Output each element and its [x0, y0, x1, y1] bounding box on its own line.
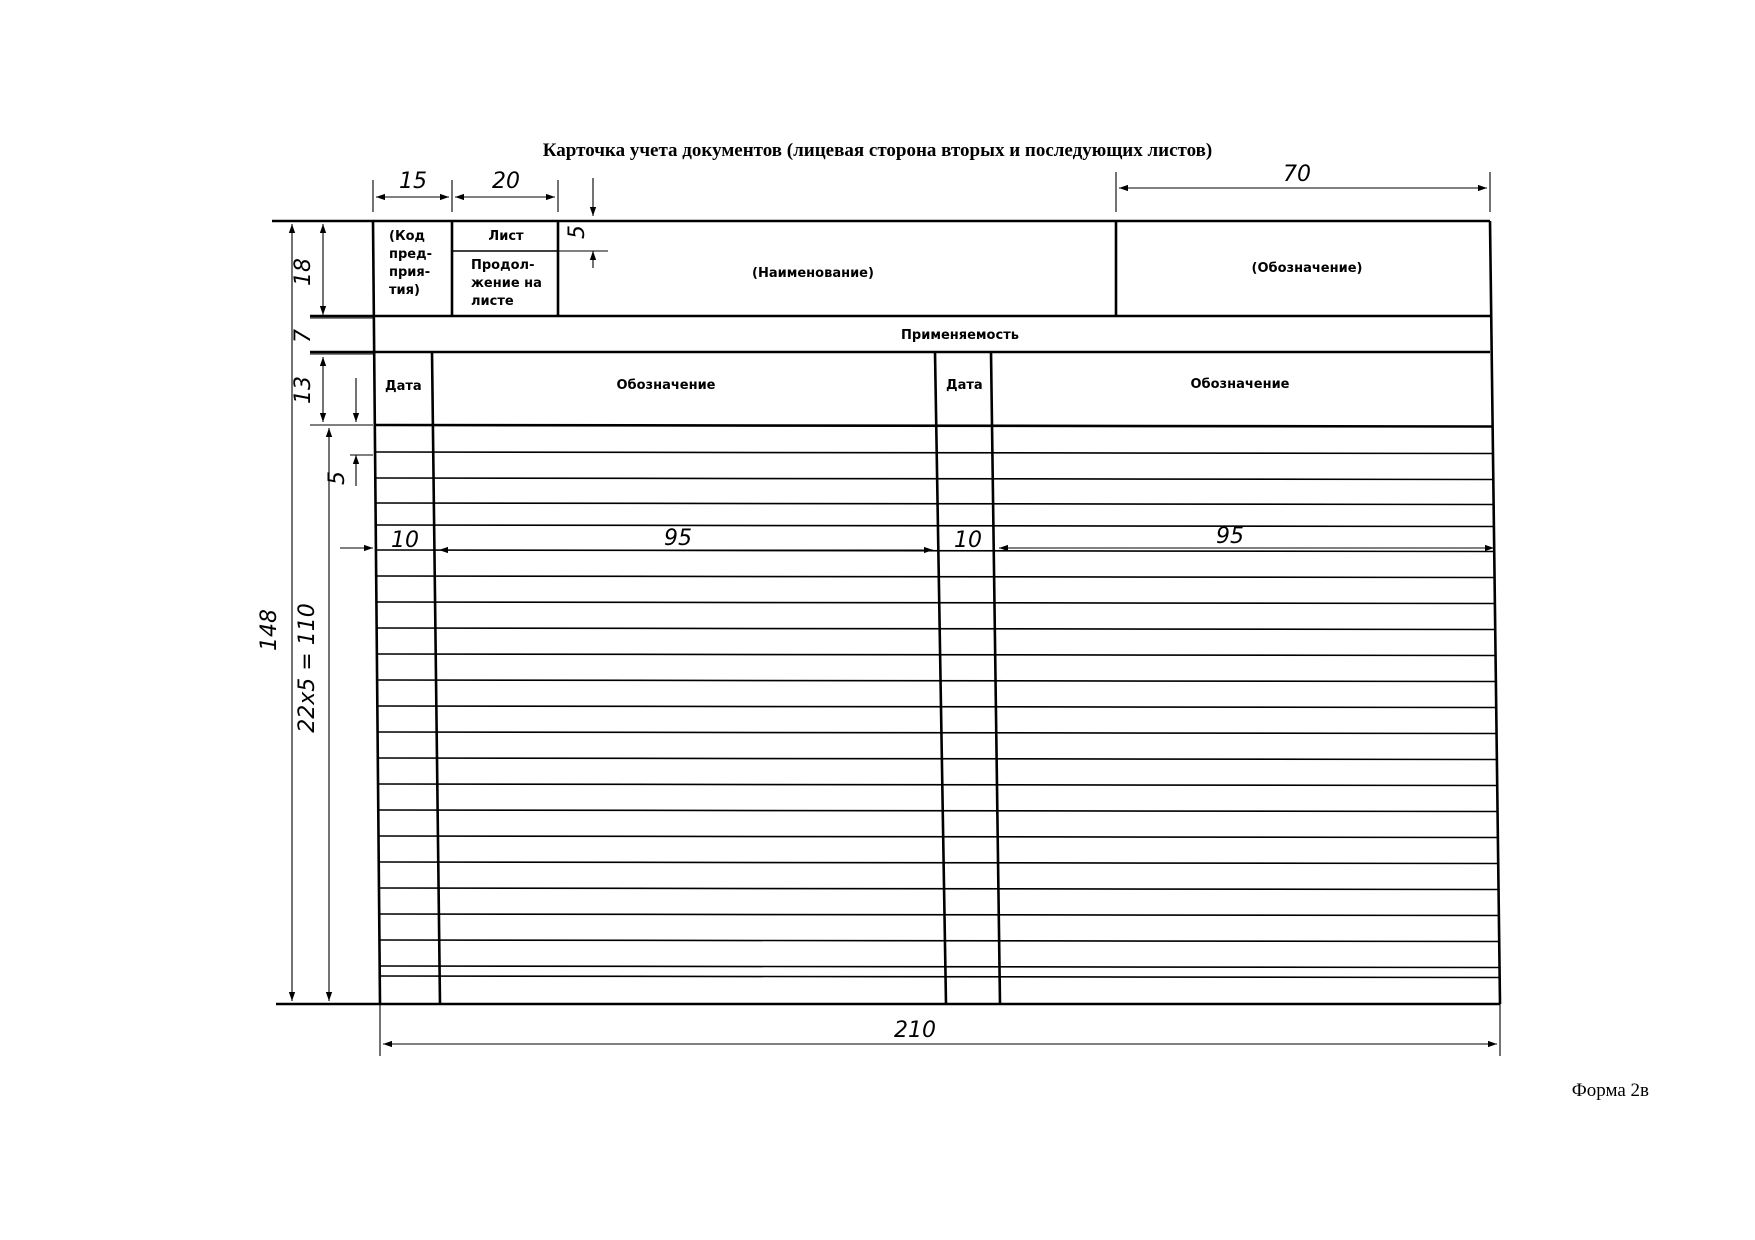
data-right-label: Дата — [946, 378, 983, 393]
dimension-label-18: 18 — [291, 258, 316, 286]
dimension-label-95-left: 95 — [664, 526, 692, 551]
row-line — [379, 836, 1498, 838]
list-label: Лист — [488, 229, 524, 244]
dimension-label-5-top: 5 — [565, 225, 590, 239]
row-line — [376, 602, 1495, 604]
row-line — [380, 976, 1500, 978]
oboznachenie-right-label: Обозначение — [1190, 377, 1290, 392]
dimension-110 — [295, 428, 329, 1001]
prodolzhenie-line-2: жение на — [471, 276, 542, 291]
row-line — [375, 452, 1493, 454]
row-line — [376, 576, 1494, 578]
kod-line-3: прия- — [389, 265, 431, 280]
row-line — [378, 732, 1497, 734]
row-line — [375, 478, 1493, 480]
kod-line-4: тия) — [389, 283, 420, 298]
dimension-label-7: 7 — [291, 329, 316, 343]
dimension-70 — [1116, 162, 1490, 212]
row-line — [375, 425, 1493, 427]
dimension-label-10-left: 10 — [391, 528, 419, 553]
row-line — [377, 654, 1496, 656]
dimension-label-148: 148 — [257, 609, 282, 651]
dimension-label-20: 20 — [492, 169, 520, 194]
dimension-label-95-right: 95 — [1216, 524, 1244, 549]
prodolzhenie-line-1: Продол- — [471, 258, 535, 273]
dimension-18 — [291, 224, 323, 315]
kod-line-2: пред- — [389, 247, 432, 262]
dimension-label-5-row: 5 — [325, 471, 350, 485]
kod-predpriyatiya-cell — [389, 229, 432, 298]
dimension-5-top — [558, 178, 608, 268]
row-line — [376, 503, 1494, 505]
row-line — [377, 680, 1496, 682]
naimenovanie-label: (Наименование) — [752, 266, 874, 281]
data-left-label: Дата — [385, 379, 422, 394]
document-title: Карточка учета документов (лицевая сторона вторых и последующих листов) — [542, 140, 1213, 161]
row-line — [380, 966, 1500, 968]
dimension-210 — [380, 1004, 1500, 1056]
column-separators — [432, 352, 1000, 1004]
row-line — [378, 758, 1497, 760]
oboznachenie-left-label: Обозначение — [616, 378, 716, 393]
dimension-7 — [291, 318, 373, 343]
row-line — [378, 810, 1497, 812]
dimension-label-110: 22x5 = 110 — [295, 603, 320, 733]
row-line — [377, 706, 1496, 708]
row-line — [379, 862, 1499, 864]
row-line — [377, 628, 1496, 630]
row-line — [379, 914, 1499, 916]
dimension-5-row — [325, 378, 373, 486]
primenyaemost-label: Применяемость — [901, 328, 1019, 343]
dimension-13 — [291, 354, 373, 425]
form-number: Форма 2в — [1571, 1080, 1649, 1101]
prodolzhenie-cell — [471, 258, 542, 309]
oboznachenie-header-label: (Обозначение) — [1251, 261, 1363, 276]
row-line — [379, 888, 1499, 890]
row-line — [379, 940, 1499, 942]
row-line — [376, 525, 1494, 527]
column-dimensions — [391, 524, 1494, 553]
dimension-label-210: 210 — [894, 1018, 936, 1043]
row-line — [378, 784, 1497, 786]
dimension-label-70: 70 — [1283, 162, 1311, 187]
dimension-label-10-right: 10 — [954, 528, 982, 553]
dimension-label-13: 13 — [291, 376, 316, 404]
card-frame — [272, 221, 1500, 1004]
kod-line-1: (Код — [389, 229, 425, 244]
dimension-20 — [455, 169, 558, 212]
dimension-15 — [373, 169, 452, 212]
prodolzhenie-line-3: листе — [471, 294, 514, 309]
dimension-label-15: 15 — [399, 169, 427, 194]
